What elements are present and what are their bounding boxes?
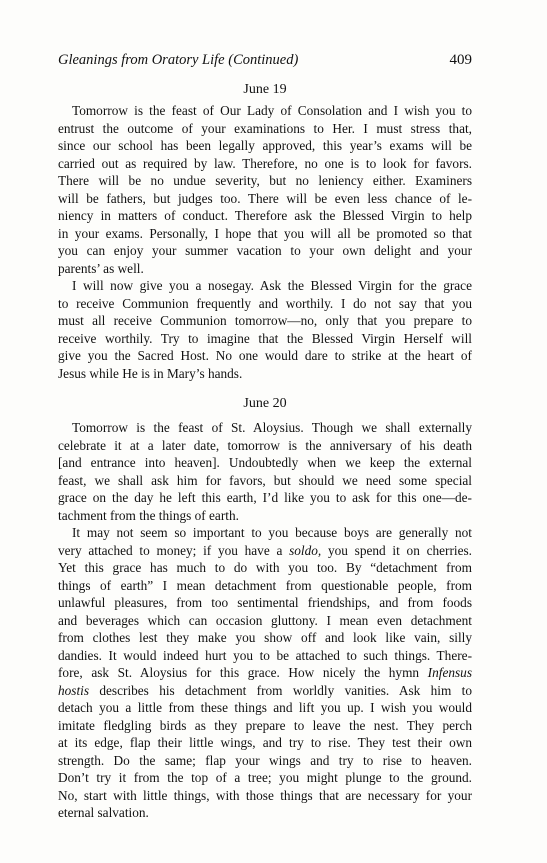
text-line: tachment from the things of earth. bbox=[58, 507, 239, 523]
text-line: carried out as required by law. Therefore, no one is to look for favors. bbox=[58, 155, 472, 171]
text-line: give you the Sacred Host. No one would dare to strike at the heart of bbox=[58, 348, 472, 363]
text-line: and beverages which can occasion gluttony. I mean even detachment bbox=[58, 612, 472, 628]
text-line: parents’ as well. bbox=[58, 260, 144, 276]
paragraph-june-20-1 bbox=[58, 419, 472, 524]
text-line: unlawful pleasures, from too sentimental friendships, and from foods bbox=[58, 595, 472, 610]
text-line: feast, we shall ask him for favors, but should we need some special bbox=[58, 472, 472, 488]
italic-term-infensus: Infensus bbox=[427, 665, 472, 680]
text-line: detach you a little from these things and lift you up. I wish you would bbox=[58, 700, 472, 715]
text-line: things of earth” I mean detachment from questionable people, from bbox=[58, 577, 472, 593]
text-line: I will now give you a nosegay. Ask the Blessed Virgin for the grace bbox=[72, 278, 472, 293]
text-line: Tomorrow is the feast of Our Lady of Consolation and I wish you to bbox=[72, 103, 472, 118]
text-line: since our school has been legally approved, this year’s exams will be bbox=[58, 138, 472, 153]
italic-term-hostis: hostis bbox=[58, 682, 90, 698]
text-line: to receive Communion frequently and worthily. I do not say that you bbox=[58, 295, 472, 311]
page-header bbox=[58, 52, 472, 72]
text-line bbox=[58, 542, 472, 560]
text-line: receive worthily. Try to imagine that the Blessed Virgin Herself will bbox=[58, 330, 472, 346]
text-line: Yet this grace has much to do with you too. By “detachment from bbox=[58, 560, 472, 575]
text-line: imitate fledgling birds as they prepare to leave the nest. They perch bbox=[58, 717, 472, 733]
text-segment: describes his detachment from worldly vanities. Ask him to bbox=[89, 682, 472, 698]
text-line: Don’t try it from the top of a tree; you might plunge to the ground. bbox=[58, 770, 472, 785]
text-line: entrust the outcome of your examinations to Her. I must stress that, bbox=[58, 120, 472, 136]
text-segment: very attached to money; if you have a bbox=[58, 542, 290, 558]
date-heading-june-19: June 19 bbox=[243, 82, 287, 97]
paragraph-june-19-2 bbox=[58, 277, 472, 382]
text-line: you can enjoy your summer vacation to your own delight and your bbox=[58, 243, 472, 258]
text-line: from clothes lest they make you show off and look like vain, silly bbox=[58, 630, 472, 645]
text-line: Jesus while He is in Mary’s hands. bbox=[58, 365, 243, 381]
running-title: Gleanings from Oratory Life (Continued) bbox=[58, 52, 299, 68]
text-segment: fore, ask St. Aloysius for this grace. How nicely the hymn bbox=[58, 665, 428, 680]
text-line: niency in matters of conduct. Therefore ask the Blessed Virgin to help bbox=[58, 208, 472, 223]
text-line: [and entrance into heaven]. Undoubtedly when we keep the external bbox=[58, 455, 472, 470]
text-line: dandies. It would indeed hurt you to be attached to such things. There- bbox=[58, 647, 472, 663]
text-line: No, start with little things, with those things that are necessary for your bbox=[58, 787, 472, 803]
text-line: celebrate it at a later date, tomorrow is the anniversary of his death bbox=[58, 437, 472, 453]
text-line: It may not seem so important to you because boys are generally not bbox=[72, 525, 472, 540]
text-line: in your exams. Personally, I hope that you will all be promoted so that bbox=[58, 225, 472, 241]
text-line: Tomorrow is the feast of St. Aloysius. Though we shall externally bbox=[72, 420, 472, 435]
italic-term-soldo: soldo, bbox=[289, 542, 322, 558]
text-segment: you spend it on cherries. bbox=[321, 542, 472, 558]
text-line: strength. Do the same; flap your wings and try to rise to heaven. bbox=[58, 752, 472, 768]
text-line: must all receive Communion tomorrow—no, only that you prepare to bbox=[58, 313, 472, 328]
text-line: grace on the day he left this earth, I’d like you to ask for this one—de- bbox=[58, 490, 472, 505]
date-heading-june-20: June 20 bbox=[243, 396, 287, 411]
page-number: 409 bbox=[449, 52, 472, 68]
text-line: eternal salvation. bbox=[58, 805, 149, 820]
paragraph-june-19-1 bbox=[58, 102, 472, 277]
text-line bbox=[58, 664, 472, 682]
text-line: There will be no undue severity, but no leniency either. Examiners bbox=[58, 173, 472, 188]
text-line bbox=[58, 682, 472, 700]
paragraph-june-20-2 bbox=[58, 524, 472, 822]
text-line: will be fathers, but judges too. There will be even less chance of le- bbox=[58, 190, 472, 206]
text-line: at its edge, flap their little wings, and try to rise. They test their own bbox=[58, 735, 472, 750]
